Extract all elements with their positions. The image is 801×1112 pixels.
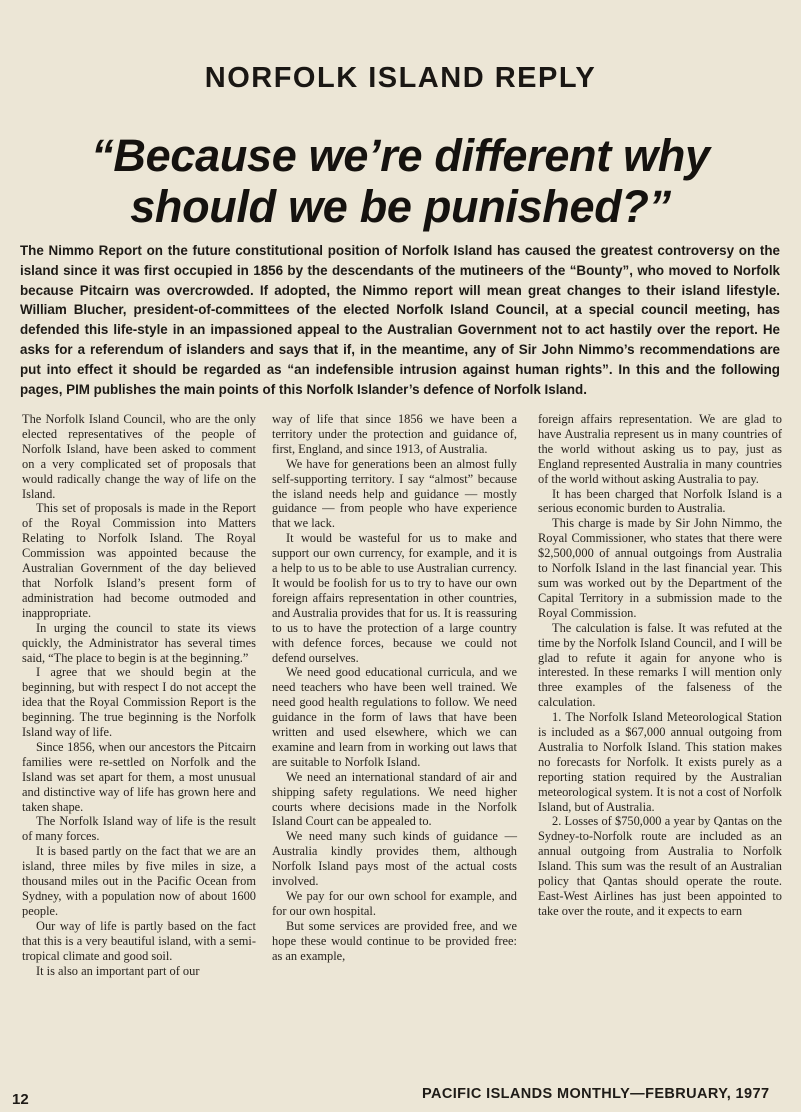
page-footer [0, 1085, 801, 1107]
paragraph: 2. Losses of $750,000 a year by Qantas on the Sydney-to-Norfolk route are included as an annual outgoing from Australia to Norfolk Island. This sum was the result of an Australian policy that Qantas should operate the route. East-West Airlines has just been appointed to take over the route, and it expects to earn [538, 814, 782, 918]
running-footer-title: PACIFIC ISLANDS MONTHLY—FEBRUARY, 1977 [422, 1086, 770, 1102]
paragraph: We need many such kinds of guidance — Australia kindly provides them, although Norfolk Island pays most of the actual costs involved. [272, 829, 517, 889]
paragraph: 1. The Norfolk Island Meteorological Station is included as a $67,000 annual outgoing from Australia to Norfolk Island. This station makes no forecasts for Norfolk. It exists purely as a reporting station required by the Australian meteorological system. It is not a cost of Norfolk Island, but of Australia. [538, 710, 782, 814]
paragraph: This set of proposals is made in the Report of the Royal Commission into Matters Relating to Norfolk Island. The Royal Commission was appointed because the Australian Government of the day believed that Norfolk Island’s present form of administration had become outmoded and inappropriate. [22, 501, 256, 620]
paragraph: We pay for our own school for example, and for our own hospital. [272, 889, 517, 918]
paragraph: I agree that we should begin at the beginning, but with respect I do not accept the idea that the Royal Commission Report is the beginning. The true beginning is the Norfolk Island way of life. [22, 665, 256, 740]
paragraph: We have for generations been an almost fully self-supporting territory. I say “almost” because the island needs help and guidance — mostly guidance — from people who have experience that we lack. [272, 456, 517, 531]
paragraph: Our way of life is partly based on the fact that this is a very beautiful island, with a semi-tropical climate and good soil. [22, 918, 256, 963]
standfirst: The Nimmo Report on the future constitutional position of Norfolk Island has caused the greatest controversy on the island since it was first occupied in 1856 by the descendants of the mutineers of the “Bounty”, who moved to Norfolk because Pitcairn was overcrowded. If adopted, the Nimmo report will mean great changes to their island lifestyle. William Blucher, president-of-committees of the elected Norfolk Island Council, at a special council meeting, has defended this life-style in an impassioned appeal to the Australian Government not to act hastily over the report. He asks for a referendum of islanders and says that if, in the meantime, any of Sir John Nimmo’s recommendations are put into effect it should be regarded as “an indefensible intrusion against human rights”. In this and the following pages, PIM publishes the main points of this Norfolk Islander’s defence of Norfolk Island. [20, 243, 780, 397]
article-body [22, 412, 782, 1072]
headline-line-1: “Because we’re different why [91, 130, 710, 181]
paragraph: foreign affairs representation. We are glad to have Australia represent us in many countries of the world without asking us to pay, just as England represented Australia in many countries of the world without asking Australia to pay. [538, 412, 782, 486]
paragraph: The Norfolk Island way of life is the result of many forces. [22, 814, 256, 844]
paragraph: Since 1856, when our ancestors the Pitcairn families were re-settled on Norfolk and the Island was set apart for them, a most unusual and distinctive way of life has grown here and taken shape. [22, 739, 256, 814]
paragraph: way of life that since 1856 we have been a territory under the protection and guidance of, first, England, and since 1913, of Australia. [272, 412, 517, 456]
paragraph: It has been charged that Norfolk Island is a serious economic burden to Australia. [538, 486, 782, 516]
paragraph: In urging the council to state its views quickly, the Administrator has several times said, “The place to begin is at the beginning.” [22, 620, 256, 665]
column-1 [22, 412, 256, 978]
paragraph: This charge is made by Sir John Nimmo, the Royal Commissioner, who states that there were $2,500,000 of annual outgoings from Australia to Norfolk Island in the last financial year. This sum was worked out by the Department of the Capital Territory in a submission made to the Royal Commission. [538, 516, 782, 620]
page-number: 12 [12, 1091, 29, 1108]
headline [20, 130, 781, 232]
paragraph: It would be wasteful for us to make and support our own currency, for example, and it is a help to us to be able to use Australian currency. It would be foolish for us to try to have our own foreign affairs representation in other countries, and Australia provides that for us. It is reassuring to us to have the protection of a large country with defence forces, because we could not defend ourselves. [272, 531, 517, 665]
paragraph: We need good educational curricula, and we need teachers who have been well trained. We need good health regulations to follow. We need guidance in the form of laws that have been written and used elsewhere, which we can examine and learn from in working out laws that are suitable to Norfolk Island. [272, 665, 517, 769]
paragraph: We need an international standard of air and shipping safety regulations. We need higher courts where decisions made in the Norfolk Island Court can be appealed to. [272, 769, 517, 829]
section-heading: NORFOLK ISLAND REPLY [204, 62, 597, 94]
paragraph: The Norfolk Island Council, who are the only elected representatives of the people of Norfolk Island, have been asked to comment on a very complicated set of proposals that would radically change the way of life on the Island. [22, 412, 256, 501]
headline-line-2: should we be punished?” [130, 181, 671, 232]
paragraph: It is based partly on the fact that we are an island, three miles by five miles in size, a thousand miles out in the Pacific Ocean from Sydney, with a population now of about 1600 people. [22, 844, 256, 918]
column-3 [538, 412, 782, 919]
paragraph: But some services are provided free, and we hope these would continue to be provided free: as an example, [272, 918, 517, 963]
column-2 [272, 412, 517, 964]
paragraph: The calculation is false. It was refuted at the time by the Norfolk Island Council, and I will be glad to refute it again for anyone who is interested. In these remarks I will mention only three examples of the falseness of the calculation. [538, 620, 782, 710]
paragraph: It is also an important part of our [36, 963, 200, 978]
